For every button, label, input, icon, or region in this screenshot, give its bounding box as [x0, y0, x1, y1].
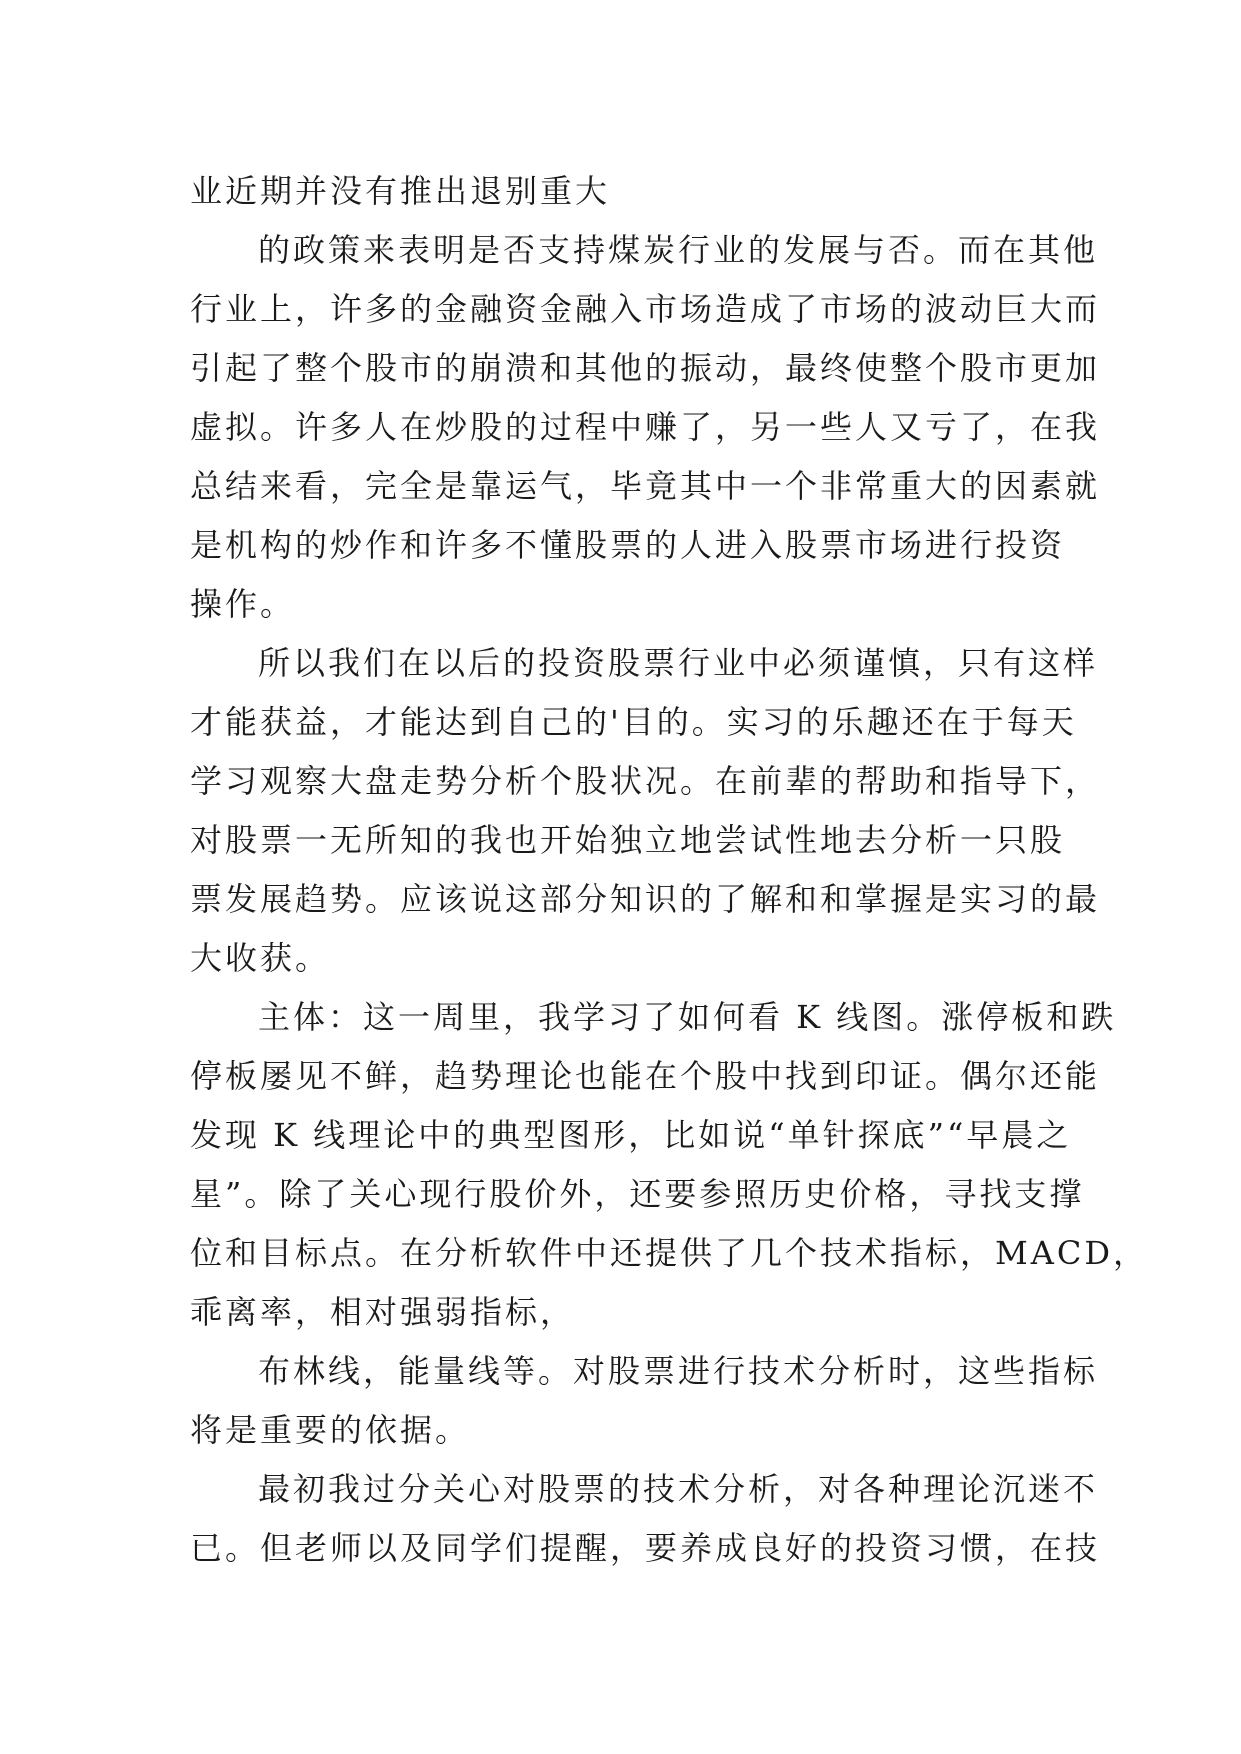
text-line: 引起了整个股市的崩溃和其他的振动，最终使整个股市更加 — [190, 349, 1101, 387]
text-line: 业近期并没有推出退别重大 — [190, 172, 611, 210]
text-line: 的政策来表明是否支持煤炭行业的发展与否。而在其他 — [258, 231, 1099, 269]
text-line: 最初我过分关心对股票的技术分析，对各种理论沉迷不 — [258, 1470, 1099, 1508]
text-line: 位和目标点。在分析软件中还提供了几个技术指标，MACD， — [190, 1234, 1149, 1272]
text-line: 主体：这一周里，我学习了如何看 K 线图。涨停板和跌 — [258, 998, 1117, 1036]
text-line: 将是重要的依据。 — [190, 1411, 471, 1449]
text-line: 才能获益，才能达到自己的'目的。实习的乐趣还在于每天 — [190, 703, 1077, 741]
text-line: 学习观察大盘走势分析个股状况。在前辈的帮助和指导下， — [190, 762, 1101, 800]
text-line: 操作。 — [190, 585, 296, 623]
text-line: 停板屡见不鲜，趋势理论也能在个股中找到印证。偶尔还能 — [190, 1057, 1101, 1095]
text-line: 已。但老师以及同学们提醒，要养成良好的投资习惯，在技 — [190, 1529, 1101, 1567]
text-line: 所以我们在以后的投资股票行业中必须谨慎，只有这样 — [258, 644, 1099, 682]
text-line: 总结来看，完全是靠运气，毕竟其中一个非常重大的因素就 — [190, 467, 1101, 505]
text-line: 星”。除了关心现行股价外，还要参照历史价格，寻找支撑 — [190, 1175, 1085, 1213]
text-line: 大收获。 — [190, 939, 331, 977]
text-line: 票发展趋势。应该说这部分知识的了解和和掌握是实习的最 — [190, 880, 1101, 918]
document-body — [190, 162, 1149, 1578]
text-line: 乖离率，相对强弱指标， — [190, 1293, 576, 1331]
text-line: 发现 K 线理论中的典型图形，比如说“单针探底”“早晨之 — [190, 1116, 1072, 1154]
text-line: 虚拟。许多人在炒股的过程中赚了，另一些人又亏了，在我 — [190, 408, 1101, 446]
text-line: 是机构的炒作和许多不懂股票的人进入股票市场进行投资 — [190, 526, 1066, 564]
text-line: 对股票一无所知的我也开始独立地尝试性地去分析一只股 — [190, 821, 1066, 859]
text-line: 布林线，能量线等。对股票进行技术分析时，这些指标 — [258, 1352, 1099, 1390]
text-line: 行业上，许多的金融资金融入市场造成了市场的波动巨大而 — [190, 290, 1101, 328]
